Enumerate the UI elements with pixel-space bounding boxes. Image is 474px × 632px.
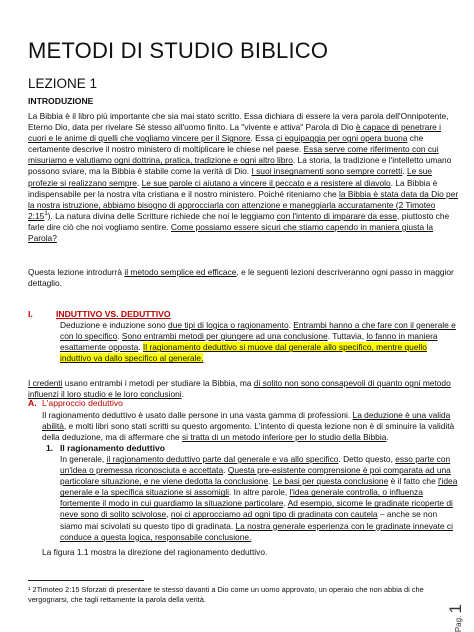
lesson-overview-paragraph: Questa lezione introdurrà il metodo semplice ed efficace, e le seguenti lezioni descriveranno ogni passo in maggior dettaglio. xyxy=(28,267,454,289)
document-title: METODI DI STUDIO BIBLICO xyxy=(28,38,329,63)
deductive-reasoning-paragraph: In generale, il ragionamento deduttivo parte dal generale e va allo specifico. Detto questo, esso parte con un'idea o premessa riconosciuta e accettata. Questa pre-esistente comprensione è poi comparata ad una particolare situazione, e ne viene dedotta la conclusione. Le basi per questa conclusione è il fatto che l'idea generale e la specifica situazione si assomigli. In altre parole, l'idea generale controlla, o influenza fortemente il modo in cui guardiamo la situazione particolare. Ad esempio, sicome le gradinate ricoperte di neve sono di solito scivolose, noi ci approcciamo ad ogni tipo di gradinata con cautela – anche se non siamo mai scivolati su questo tipo di gradinata. La nostra generale esperienza con le gradinate innevate ci conduce a questa logica, responsabile conclusione. xyxy=(60,454,458,542)
figure-reference-paragraph: La figura 1.1 mostra la direzione del ragionamento deduttivo. xyxy=(42,547,268,557)
footnote-reference[interactable]: 1 xyxy=(44,211,48,218)
lesson-heading: LEZIONE 1 xyxy=(28,76,98,91)
highlighted-text: Il ragionamento deduttivo si muove dal generale allo specifico, mentre quello induttivo va dallo specifico al generale. xyxy=(60,342,427,364)
footnote: ¹ 2Timoteo 2:15 Sforzati di presentare te stesso davanti a Dio come un uomo approvato, un operaio che non abbia di che vergognarsi, che tagli rettamente la parola della verità. xyxy=(28,585,424,604)
introduction-heading: INTRODUZIONE xyxy=(28,96,94,106)
page-number: Pag. 1 xyxy=(446,604,465,632)
subsection-heading-deductive-approach: A. L'approccio deduttivo xyxy=(28,398,123,408)
introduction-paragraph: La Bibbia è il libro più importante che sia mai stato scritto. Essa dichiara di essere la vera parola dell'Onnipotente, Eterno Dio, data per rivelare Sé stesso all'uomo finito. La "vivente e attiva" Parola di Dio è capace di penetrare i cuori e le anime di quelli che vogliamo vincere per il Signore. Essa ci equipaggia per ogni opera buona che certamente descrive il nostro ministero di moltiplicare le chiese nel paese. Essa serve come riferimento con cui misuriamo e valutiamo ogni dottrina, pratica, tradizione e ogni altro libro. La storia, la tradizione e l'intelletto umano possono sviare, ma la Bibbia è stabile come la verità di Dio. I suoi insegnamenti sono sempre corretti. Le sue profezie si realizzano sempre. Le sue parole ci aiutano a vincere il peccato e a resistere al diavolo. La Bibbia è indispensabile per la nostra vita cristiana e il nostro ministero. Poiché riteniamo che la Bibbia è stata data da Dio per la nostra istruzione, abbiamo bisogno di approcciarla con attenzione e maneggiarla accuratamente (2 Timoteo $2:15^1$). La natura divina delle Scritture richiede che noi le leggiamo con l'intento di imparare da esse, piuttosto che farle dire ciò che noi vogliamo sentire. Come possiamo essere sicuri che stiamo capendo in maniera giusta la Parola? xyxy=(28,111,459,244)
numbered-heading-deductive-reasoning: 1. Il ragionamento deduttivo xyxy=(46,443,166,453)
footnote-separator xyxy=(28,580,144,581)
section-heading-inductive-deductive: I. INDUTTIVO VS. DEDUTTIVO xyxy=(28,309,171,319)
believers-paragraph: I credenti usano entrambi i metodi per studiare la Bibbia, ma di solito non sono consapevoli di quanto ogni metodo influenzi il loro studio e le loro conclusioni. xyxy=(28,378,451,400)
deduction-induction-paragraph: Deduzione e induzione sono due tipi di logica o ragionamento. Entrambi hanno a che fare con il generale e con lo specifico. Sono entrambi metodi per giungere ad una conclusione. Tuttavia, lo fanno in maniera esattamente opposta. Il ragionamento deduttivo si muove dal generale allo specifico, mentre quello induttivo va dallo specifico al generale. xyxy=(60,320,456,364)
deductive-usage-paragraph: Il ragionamento deduttivo è usato dalle persone in una vasta gamma di professioni. La deduzione è una valida abilità, e molti libri sono stati scritti su questo argomento. L'intento di questa lezione non è di sminuire la validità della deduzione, ma di affermare che si tratta di un metodo inferiore per lo studio della Bibbia. xyxy=(42,410,455,443)
